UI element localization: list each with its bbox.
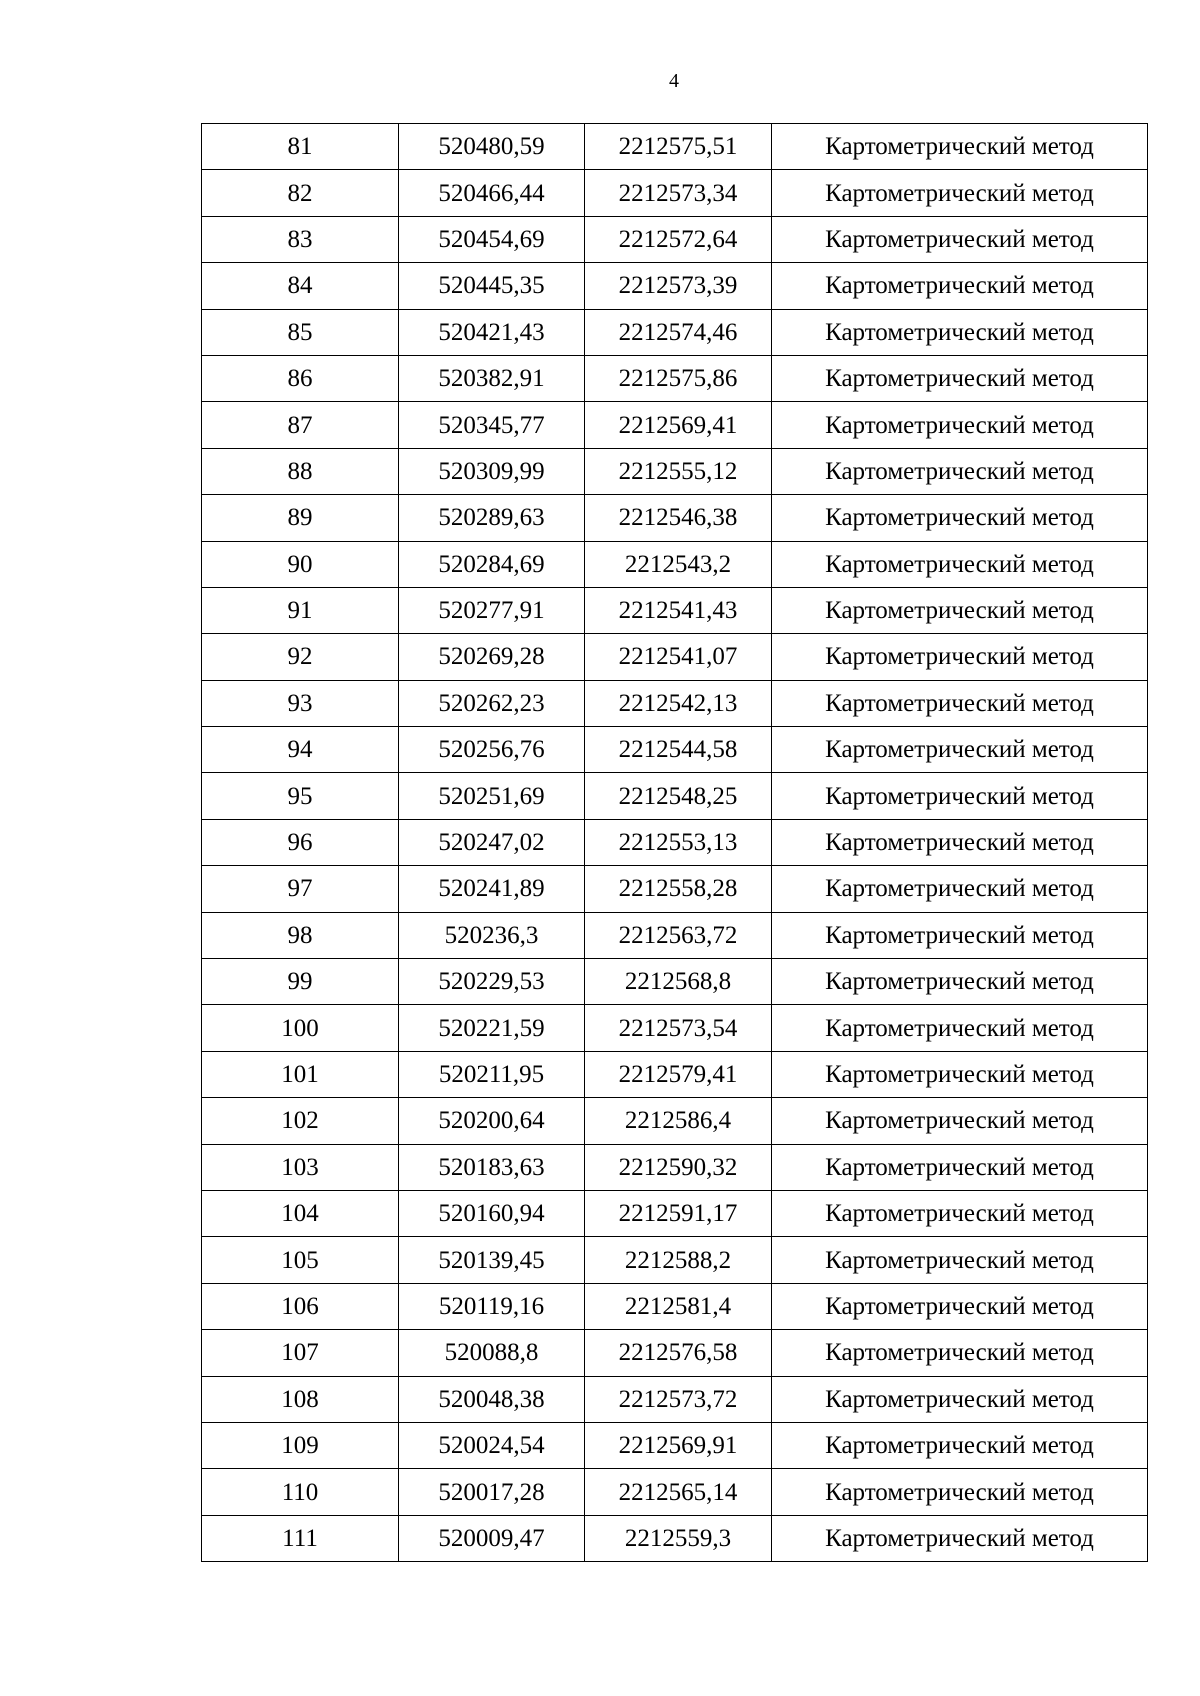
x-coordinate-cell: 520277,91 — [399, 587, 585, 633]
y-coordinate-cell: 2212555,12 — [585, 448, 772, 494]
x-coordinate-cell: 520017,28 — [399, 1469, 585, 1515]
x-coordinate-cell: 520269,28 — [399, 634, 585, 680]
method-cell: Картометрический метод — [772, 1422, 1148, 1468]
point-number-cell: 92 — [202, 634, 399, 680]
x-coordinate-cell: 520183,63 — [399, 1144, 585, 1190]
point-number-cell: 86 — [202, 355, 399, 401]
y-coordinate-cell: 2212574,46 — [585, 309, 772, 355]
x-coordinate-cell: 520009,47 — [399, 1515, 585, 1561]
y-coordinate-cell: 2212553,13 — [585, 819, 772, 865]
method-cell: Картометрический метод — [772, 263, 1148, 309]
point-number-cell: 93 — [202, 680, 399, 726]
table-row — [202, 1515, 1148, 1561]
point-number-cell: 83 — [202, 216, 399, 262]
y-coordinate-cell: 2212572,64 — [585, 216, 772, 262]
method-cell: Картометрический метод — [772, 1144, 1148, 1190]
y-coordinate-cell: 2212559,3 — [585, 1515, 772, 1561]
table-row — [202, 263, 1148, 309]
method-cell: Картометрический метод — [772, 587, 1148, 633]
method-cell: Картометрический метод — [772, 773, 1148, 819]
y-coordinate-cell: 2212573,34 — [585, 170, 772, 216]
y-coordinate-cell: 2212575,86 — [585, 355, 772, 401]
method-cell: Картометрический метод — [772, 1330, 1148, 1376]
method-cell: Картометрический метод — [772, 727, 1148, 773]
point-number-cell: 89 — [202, 495, 399, 541]
table-row — [202, 773, 1148, 819]
point-number-cell: 85 — [202, 309, 399, 355]
point-number-cell: 102 — [202, 1098, 399, 1144]
table-row — [202, 727, 1148, 773]
method-cell: Картометрический метод — [772, 912, 1148, 958]
point-number-cell: 100 — [202, 1005, 399, 1051]
point-number-cell: 94 — [202, 727, 399, 773]
y-coordinate-cell: 2212546,38 — [585, 495, 772, 541]
coordinates-table-body — [202, 124, 1148, 1562]
y-coordinate-cell: 2212573,72 — [585, 1376, 772, 1422]
table-row — [202, 448, 1148, 494]
table-row — [202, 216, 1148, 262]
table-row — [202, 1051, 1148, 1097]
table-row — [202, 587, 1148, 633]
method-cell: Картометрический метод — [772, 1469, 1148, 1515]
x-coordinate-cell: 520048,38 — [399, 1376, 585, 1422]
table-row — [202, 959, 1148, 1005]
x-coordinate-cell: 520466,44 — [399, 170, 585, 216]
x-coordinate-cell: 520241,89 — [399, 866, 585, 912]
point-number-cell: 104 — [202, 1190, 399, 1236]
method-cell: Картометрический метод — [772, 1283, 1148, 1329]
point-number-cell: 91 — [202, 587, 399, 633]
y-coordinate-cell: 2212576,58 — [585, 1330, 772, 1376]
method-cell: Картометрический метод — [772, 355, 1148, 401]
y-coordinate-cell: 2212563,72 — [585, 912, 772, 958]
table-row — [202, 1098, 1148, 1144]
y-coordinate-cell: 2212544,58 — [585, 727, 772, 773]
point-number-cell: 111 — [202, 1515, 399, 1561]
x-coordinate-cell: 520309,99 — [399, 448, 585, 494]
table-row — [202, 1283, 1148, 1329]
point-number-cell: 84 — [202, 263, 399, 309]
table-row — [202, 634, 1148, 680]
y-coordinate-cell: 2212543,2 — [585, 541, 772, 587]
y-coordinate-cell: 2212542,13 — [585, 680, 772, 726]
x-coordinate-cell: 520480,59 — [399, 124, 585, 170]
method-cell: Картометрический метод — [772, 1376, 1148, 1422]
x-coordinate-cell: 520289,63 — [399, 495, 585, 541]
x-coordinate-cell: 520236,3 — [399, 912, 585, 958]
method-cell: Картометрический метод — [772, 866, 1148, 912]
page-number: 4 — [669, 70, 679, 92]
x-coordinate-cell: 520247,02 — [399, 819, 585, 865]
point-number-cell: 82 — [202, 170, 399, 216]
x-coordinate-cell: 520229,53 — [399, 959, 585, 1005]
point-number-cell: 95 — [202, 773, 399, 819]
x-coordinate-cell: 520211,95 — [399, 1051, 585, 1097]
x-coordinate-cell: 520256,76 — [399, 727, 585, 773]
y-coordinate-cell: 2212579,41 — [585, 1051, 772, 1097]
x-coordinate-cell: 520139,45 — [399, 1237, 585, 1283]
method-cell: Картометрический метод — [772, 1098, 1148, 1144]
point-number-cell: 110 — [202, 1469, 399, 1515]
method-cell: Картометрический метод — [772, 634, 1148, 680]
point-number-cell: 103 — [202, 1144, 399, 1190]
x-coordinate-cell: 520024,54 — [399, 1422, 585, 1468]
x-coordinate-cell: 520262,23 — [399, 680, 585, 726]
y-coordinate-cell: 2212581,4 — [585, 1283, 772, 1329]
point-number-cell: 107 — [202, 1330, 399, 1376]
y-coordinate-cell: 2212573,39 — [585, 263, 772, 309]
y-coordinate-cell: 2212586,4 — [585, 1098, 772, 1144]
y-coordinate-cell: 2212565,14 — [585, 1469, 772, 1515]
method-cell: Картометрический метод — [772, 309, 1148, 355]
y-coordinate-cell: 2212541,43 — [585, 587, 772, 633]
table-row — [202, 1330, 1148, 1376]
point-number-cell: 96 — [202, 819, 399, 865]
point-number-cell: 88 — [202, 448, 399, 494]
method-cell: Картометрический метод — [772, 402, 1148, 448]
table-row — [202, 1190, 1148, 1236]
point-number-cell: 87 — [202, 402, 399, 448]
point-number-cell: 98 — [202, 912, 399, 958]
x-coordinate-cell: 520345,77 — [399, 402, 585, 448]
table-row — [202, 1422, 1148, 1468]
method-cell: Картометрический метод — [772, 1190, 1148, 1236]
table-row — [202, 1144, 1148, 1190]
point-number-cell: 90 — [202, 541, 399, 587]
y-coordinate-cell: 2212541,07 — [585, 634, 772, 680]
point-number-cell: 108 — [202, 1376, 399, 1422]
point-number-cell: 97 — [202, 866, 399, 912]
method-cell: Картометрический метод — [772, 819, 1148, 865]
x-coordinate-cell: 520454,69 — [399, 216, 585, 262]
y-coordinate-cell: 2212548,25 — [585, 773, 772, 819]
table-row — [202, 912, 1148, 958]
point-number-cell: 109 — [202, 1422, 399, 1468]
method-cell: Картометрический метод — [772, 124, 1148, 170]
point-number-cell: 101 — [202, 1051, 399, 1097]
x-coordinate-cell: 520251,69 — [399, 773, 585, 819]
y-coordinate-cell: 2212588,2 — [585, 1237, 772, 1283]
y-coordinate-cell: 2212568,8 — [585, 959, 772, 1005]
table-row — [202, 309, 1148, 355]
method-cell: Картометрический метод — [772, 1005, 1148, 1051]
y-coordinate-cell: 2212573,54 — [585, 1005, 772, 1051]
table-row — [202, 355, 1148, 401]
y-coordinate-cell: 2212590,32 — [585, 1144, 772, 1190]
table-row — [202, 495, 1148, 541]
point-number-cell: 105 — [202, 1237, 399, 1283]
y-coordinate-cell: 2212558,28 — [585, 866, 772, 912]
x-coordinate-cell: 520382,91 — [399, 355, 585, 401]
method-cell: Картометрический метод — [772, 1051, 1148, 1097]
y-coordinate-cell: 2212591,17 — [585, 1190, 772, 1236]
table-row — [202, 866, 1148, 912]
method-cell: Картометрический метод — [772, 495, 1148, 541]
table-row — [202, 170, 1148, 216]
table-row — [202, 124, 1148, 170]
table-row — [202, 1237, 1148, 1283]
x-coordinate-cell: 520421,43 — [399, 309, 585, 355]
x-coordinate-cell: 520160,94 — [399, 1190, 585, 1236]
x-coordinate-cell: 520445,35 — [399, 263, 585, 309]
method-cell: Картометрический метод — [772, 541, 1148, 587]
method-cell: Картометрический метод — [772, 959, 1148, 1005]
table-row — [202, 541, 1148, 587]
y-coordinate-cell: 2212569,41 — [585, 402, 772, 448]
table-row — [202, 1376, 1148, 1422]
table-row — [202, 819, 1148, 865]
point-number-cell: 99 — [202, 959, 399, 1005]
method-cell: Картометрический метод — [772, 216, 1148, 262]
y-coordinate-cell: 2212575,51 — [585, 124, 772, 170]
table-row — [202, 402, 1148, 448]
table-row — [202, 680, 1148, 726]
y-coordinate-cell: 2212569,91 — [585, 1422, 772, 1468]
method-cell: Картометрический метод — [772, 1237, 1148, 1283]
method-cell: Картометрический метод — [772, 448, 1148, 494]
point-number-cell: 106 — [202, 1283, 399, 1329]
method-cell: Картометрический метод — [772, 170, 1148, 216]
x-coordinate-cell: 520200,64 — [399, 1098, 585, 1144]
method-cell: Картометрический метод — [772, 680, 1148, 726]
x-coordinate-cell: 520284,69 — [399, 541, 585, 587]
coordinates-table — [201, 123, 1148, 1562]
table-row — [202, 1005, 1148, 1051]
point-number-cell: 81 — [202, 124, 399, 170]
x-coordinate-cell: 520221,59 — [399, 1005, 585, 1051]
x-coordinate-cell: 520119,16 — [399, 1283, 585, 1329]
x-coordinate-cell: 520088,8 — [399, 1330, 585, 1376]
method-cell: Картометрический метод — [772, 1515, 1148, 1561]
table-row — [202, 1469, 1148, 1515]
